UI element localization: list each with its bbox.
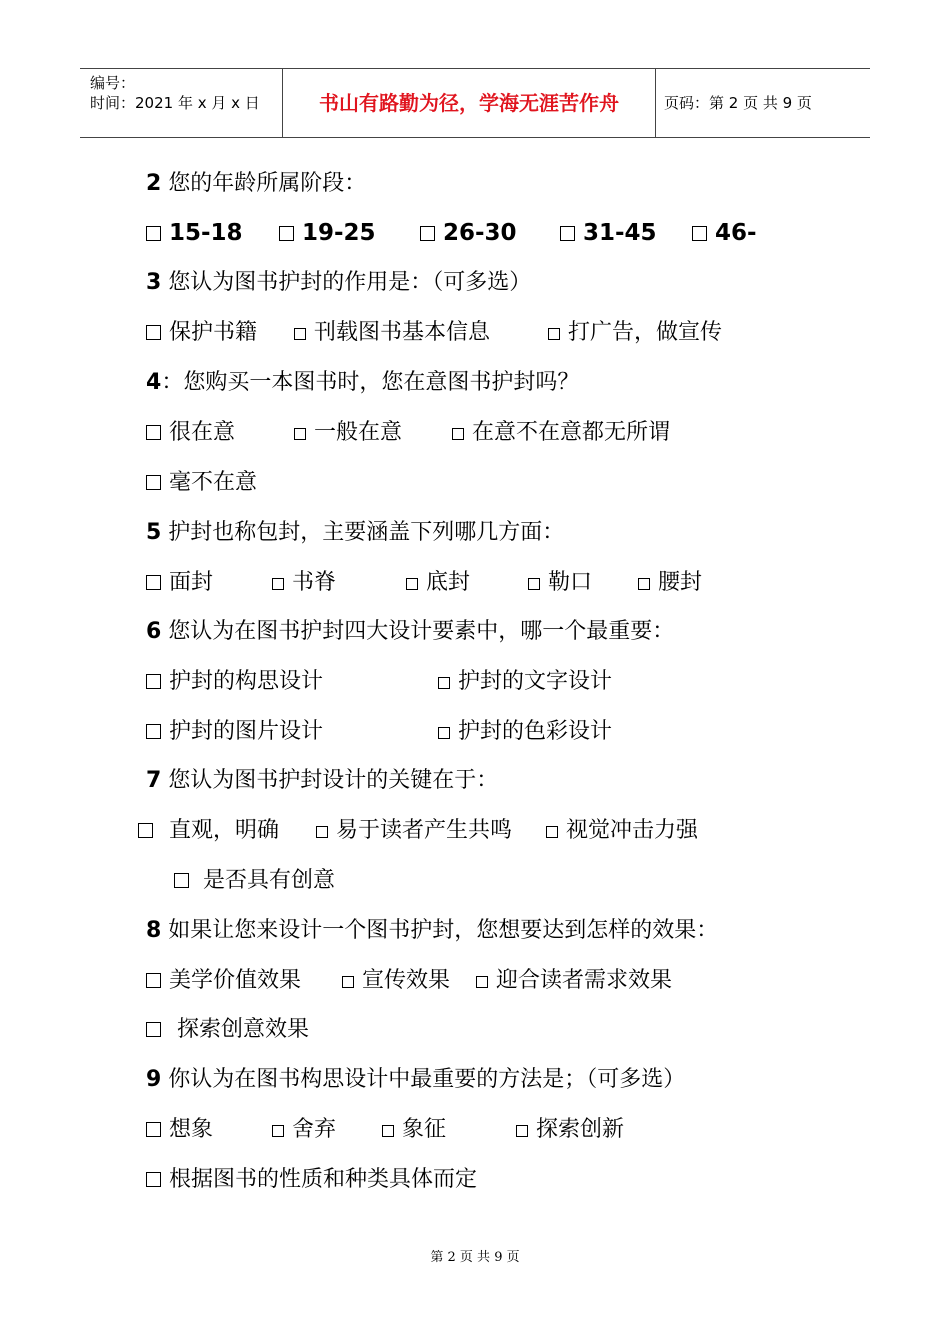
checkbox-icon[interactable] [406,578,418,590]
checkbox-icon[interactable] [272,578,284,590]
option-by-nature[interactable]: 根据图书的性质和种类具体而定 [146,1165,477,1195]
checkbox-icon[interactable] [146,1122,161,1137]
option-color-design[interactable]: 护封的色彩设计 [438,717,612,747]
option-care-much[interactable]: 很在意 [146,418,235,448]
option-19-25[interactable]: 19-25 [279,218,376,248]
time-label: 时间：2021 年 x 月 x 日 [90,94,260,112]
question-text: 护封也称包封，主要涵盖下列哪几方面： [161,520,565,545]
question-number: 2 [146,171,162,196]
checkbox-icon[interactable] [146,425,161,440]
checkbox-icon[interactable] [560,226,575,241]
number-label: 编号： [90,74,136,92]
option-promotion[interactable]: 宣传效果 [342,966,450,996]
option-text-design[interactable]: 护封的文字设计 [438,667,612,697]
checkbox-icon[interactable] [146,325,161,340]
checkbox-icon[interactable] [174,873,189,888]
option-back-cover[interactable]: 底封 [406,568,470,598]
option-direct-clear[interactable]: 直观，明确 [138,816,279,846]
question-text: 您认为图书护封的作用是：（可多选） [161,270,532,295]
page-header [80,68,870,138]
checkbox-icon[interactable] [438,677,450,689]
checkbox-icon[interactable] [638,578,650,590]
option-reader-demand[interactable]: 迎合读者需求效果 [476,966,672,996]
checkbox-icon[interactable] [420,226,435,241]
header-page-info: 页码：第 2 页 共 9 页 [664,94,812,112]
option-protect-book[interactable]: 保护书籍 [146,318,257,348]
checkbox-icon[interactable] [476,976,488,988]
question-6 [146,617,674,647]
option-front-cover[interactable]: 面封 [146,568,213,598]
checkbox-icon[interactable] [138,823,153,838]
checkbox-icon[interactable] [342,976,354,988]
checkbox-icon[interactable] [146,973,161,988]
option-belly-band[interactable]: 腰封 [638,568,702,598]
question-number: 9 [146,1067,162,1092]
question-3 [146,268,531,298]
option-symbol[interactable]: 象征 [382,1115,446,1145]
question-number: 7 [146,768,162,793]
option-innovation[interactable]: 探索创新 [516,1115,624,1145]
checkbox-icon[interactable] [692,226,707,241]
checkbox-icon[interactable] [146,1022,161,1037]
checkbox-icon[interactable] [272,1125,284,1137]
question-number: 5 [146,520,162,545]
option-15-18[interactable]: 15-18 [146,218,243,248]
checkbox-icon[interactable] [528,578,540,590]
question-4 [146,368,579,398]
options-4-b [146,468,257,498]
checkbox-icon[interactable] [452,428,464,440]
options-8-b [146,1015,309,1045]
option-26-30[interactable]: 26-30 [420,218,517,248]
header-motto: 书山有路勤为径，学海无涯苦作舟 [282,69,656,137]
checkbox-icon[interactable] [548,328,560,340]
checkbox-icon[interactable] [382,1125,394,1137]
checkbox-icon[interactable] [146,724,161,739]
option-explore-creative[interactable]: 探索创意效果 [146,1015,309,1045]
option-abandon[interactable]: 舍弃 [272,1115,336,1145]
question-5 [146,518,564,548]
question-2 [146,169,366,199]
checkbox-icon[interactable] [294,428,306,440]
checkbox-icon[interactable] [279,226,294,241]
option-concept-design[interactable]: 护封的构思设计 [146,667,323,697]
question-text: 您认为在图书护封四大设计要素中，哪一个最重要： [161,619,675,644]
question-text: 你认为在图书构思设计中最重要的方法是；（可多选） [161,1067,686,1092]
checkbox-icon[interactable] [438,727,450,739]
option-flap[interactable]: 勒口 [528,568,592,598]
checkbox-icon[interactable] [546,826,558,838]
checkbox-icon[interactable] [294,328,306,340]
question-text: 您认为图书护封设计的关键在于： [161,768,499,793]
option-image-design[interactable]: 护封的图片设计 [146,717,323,747]
option-advertise[interactable]: 打广告，做宣传 [548,318,722,348]
question-number: 3 [146,270,162,295]
option-resonance[interactable]: 易于读者产生共鸣 [316,816,512,846]
option-indifferent[interactable]: 在意不在意都无所谓 [452,418,670,448]
page-footer: 第 2 页 共 9 页 [430,1250,520,1265]
question-number: 4 [146,370,162,395]
question-text: ：您购买一本图书时，您在意图书护封吗？ [161,370,580,395]
question-text: 如果让您来设计一个图书护封，您想要达到怎样的效果： [161,918,719,943]
option-care-some[interactable]: 一般在意 [294,418,402,448]
question-number: 8 [146,918,162,943]
checkbox-icon[interactable] [146,475,161,490]
option-imagination[interactable]: 想象 [146,1115,213,1145]
header-meta [80,69,282,137]
option-aesthetic[interactable]: 美学价值效果 [146,966,301,996]
question-text: 您的年龄所属阶段： [161,171,367,196]
option-creative[interactable]: 是否具有创意 [174,866,335,896]
question-number: 6 [146,619,162,644]
checkbox-icon[interactable] [516,1125,528,1137]
checkbox-icon[interactable] [146,575,161,590]
options-7-b [174,866,335,896]
question-9 [146,1065,685,1095]
question-7 [146,766,498,796]
option-spine[interactable]: 书脊 [272,568,336,598]
option-31-45[interactable]: 31-45 [560,218,657,248]
checkbox-icon[interactable] [146,226,161,241]
checkbox-icon[interactable] [146,674,161,689]
option-46[interactable]: 46- [692,218,757,248]
options-9-b [146,1165,477,1195]
option-publish-info[interactable]: 刊载图书基本信息 [294,318,490,348]
option-visual-impact[interactable]: 视觉冲击力强 [546,816,698,846]
option-not-care[interactable]: 毫不在意 [146,468,257,498]
checkbox-icon[interactable] [316,826,328,838]
checkbox-icon[interactable] [146,1172,161,1187]
question-8 [146,916,718,946]
